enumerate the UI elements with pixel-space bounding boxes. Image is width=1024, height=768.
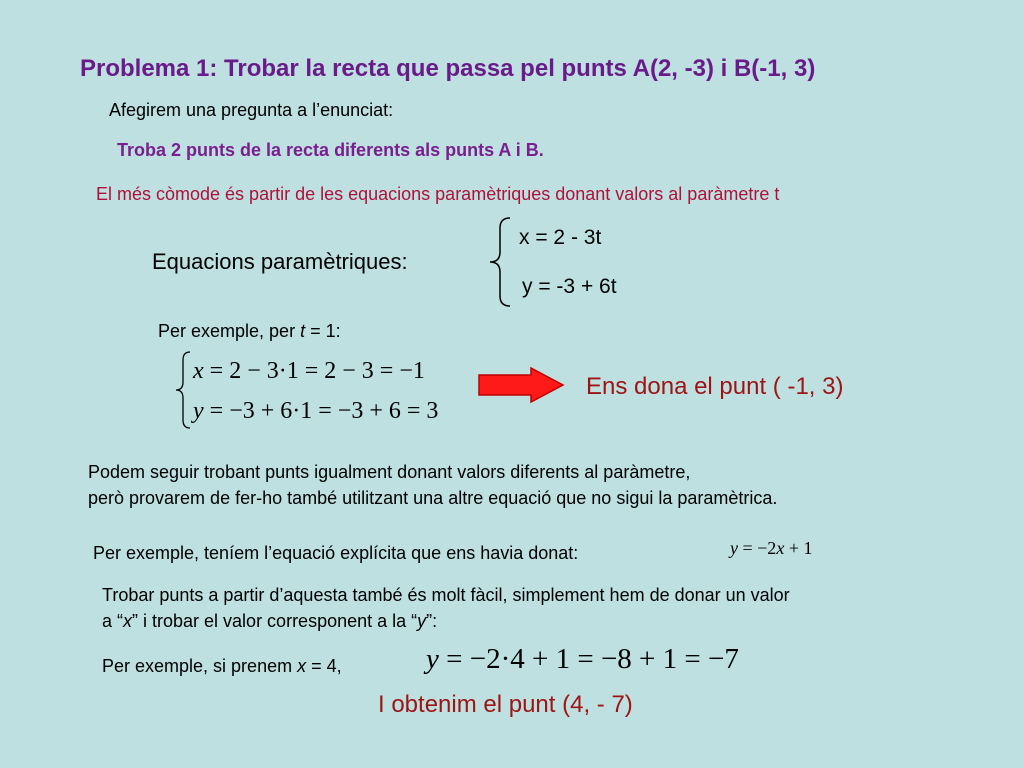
calc-x-rest: = 2 − 3·1 = 2 − 3 = −1	[203, 358, 425, 384]
example-t1-var: t	[300, 321, 306, 341]
result-point-2: I obtenim el punt (4, - 7)	[378, 691, 633, 718]
para2-line-1: Trobar punts a partir d’aquesta també és molt fàcil, simplement hem de donar un valor	[102, 585, 790, 605]
para2-x: x	[123, 611, 133, 631]
paragraph-line-1: Podem seguir trobant punts igualment donant valors diferents al paràmetre,	[88, 462, 691, 482]
page-title: Problema 1: Trobar la recta que passa pel punts A(2, -3) i B(-1, 3)	[80, 55, 816, 82]
parametric-eq-y: y = -3 + 6t	[522, 275, 617, 298]
example-t1-suffix: = 1:	[305, 321, 341, 341]
paragraph-continue	[88, 459, 777, 511]
explicit-text: Per exemple, teníem l’equació explícita que ens havia donat:	[93, 543, 579, 563]
para2-c: ”:	[426, 611, 438, 631]
question-text: Troba 2 punts de la recta diferents als punts A i B.	[117, 140, 544, 160]
example-x4	[102, 656, 342, 677]
example-x4-prefix: Per exemple, si prenem	[102, 656, 298, 676]
explicit-eq-x: x	[776, 538, 785, 558]
paragraph-find-points	[102, 582, 790, 634]
calc-x	[193, 358, 425, 385]
para2-y: y	[417, 611, 427, 631]
calc-x-var: x	[193, 358, 204, 384]
explicit-eq-mid: = −2	[738, 538, 777, 558]
paragraph-line-2: però provarem de fer-ho també utilitzant una altre equació que no sigui la paramètrica.	[88, 488, 778, 508]
parametric-label: Equacions paramètriques:	[152, 249, 408, 274]
example-t1	[158, 321, 341, 342]
calc-y-rest: = −3 + 6·1 = −3 + 6 = 3	[203, 398, 439, 424]
explicit-calc	[426, 643, 739, 676]
left-brace-icon	[486, 216, 516, 308]
parametric-eq-x: x = 2 - 3t	[519, 226, 602, 249]
explicit-calc-rest: = −2·4 + 1 = −8 + 1 = −7	[438, 643, 739, 675]
left-brace-small-icon	[174, 350, 194, 430]
intro-text: Afegirem una pregunta a l’enunciat:	[109, 100, 394, 120]
result-point-1: Ens dona el punt ( -1, 3)	[586, 373, 844, 400]
example-x4-suffix: = 4,	[306, 656, 342, 676]
calc-y	[193, 398, 438, 425]
para2-line-2	[102, 608, 790, 634]
explicit-eq-end: + 1	[784, 538, 813, 558]
example-t1-prefix: Per exemple, per	[158, 321, 301, 341]
calc-y-var: y	[193, 398, 204, 424]
explicit-equation	[730, 538, 812, 559]
para2-a: a “	[102, 611, 124, 631]
right-arrow-icon	[477, 366, 565, 404]
explicit-eq-y: y	[730, 538, 738, 558]
explicit-calc-var: y	[426, 643, 439, 675]
para2-b: ” i trobar el valor corresponent a la “	[132, 611, 418, 631]
hint-text: El més còmode és partir de les equacions paramètriques donant valors al paràmetre t	[96, 184, 780, 204]
example-x4-var: x	[297, 656, 307, 676]
